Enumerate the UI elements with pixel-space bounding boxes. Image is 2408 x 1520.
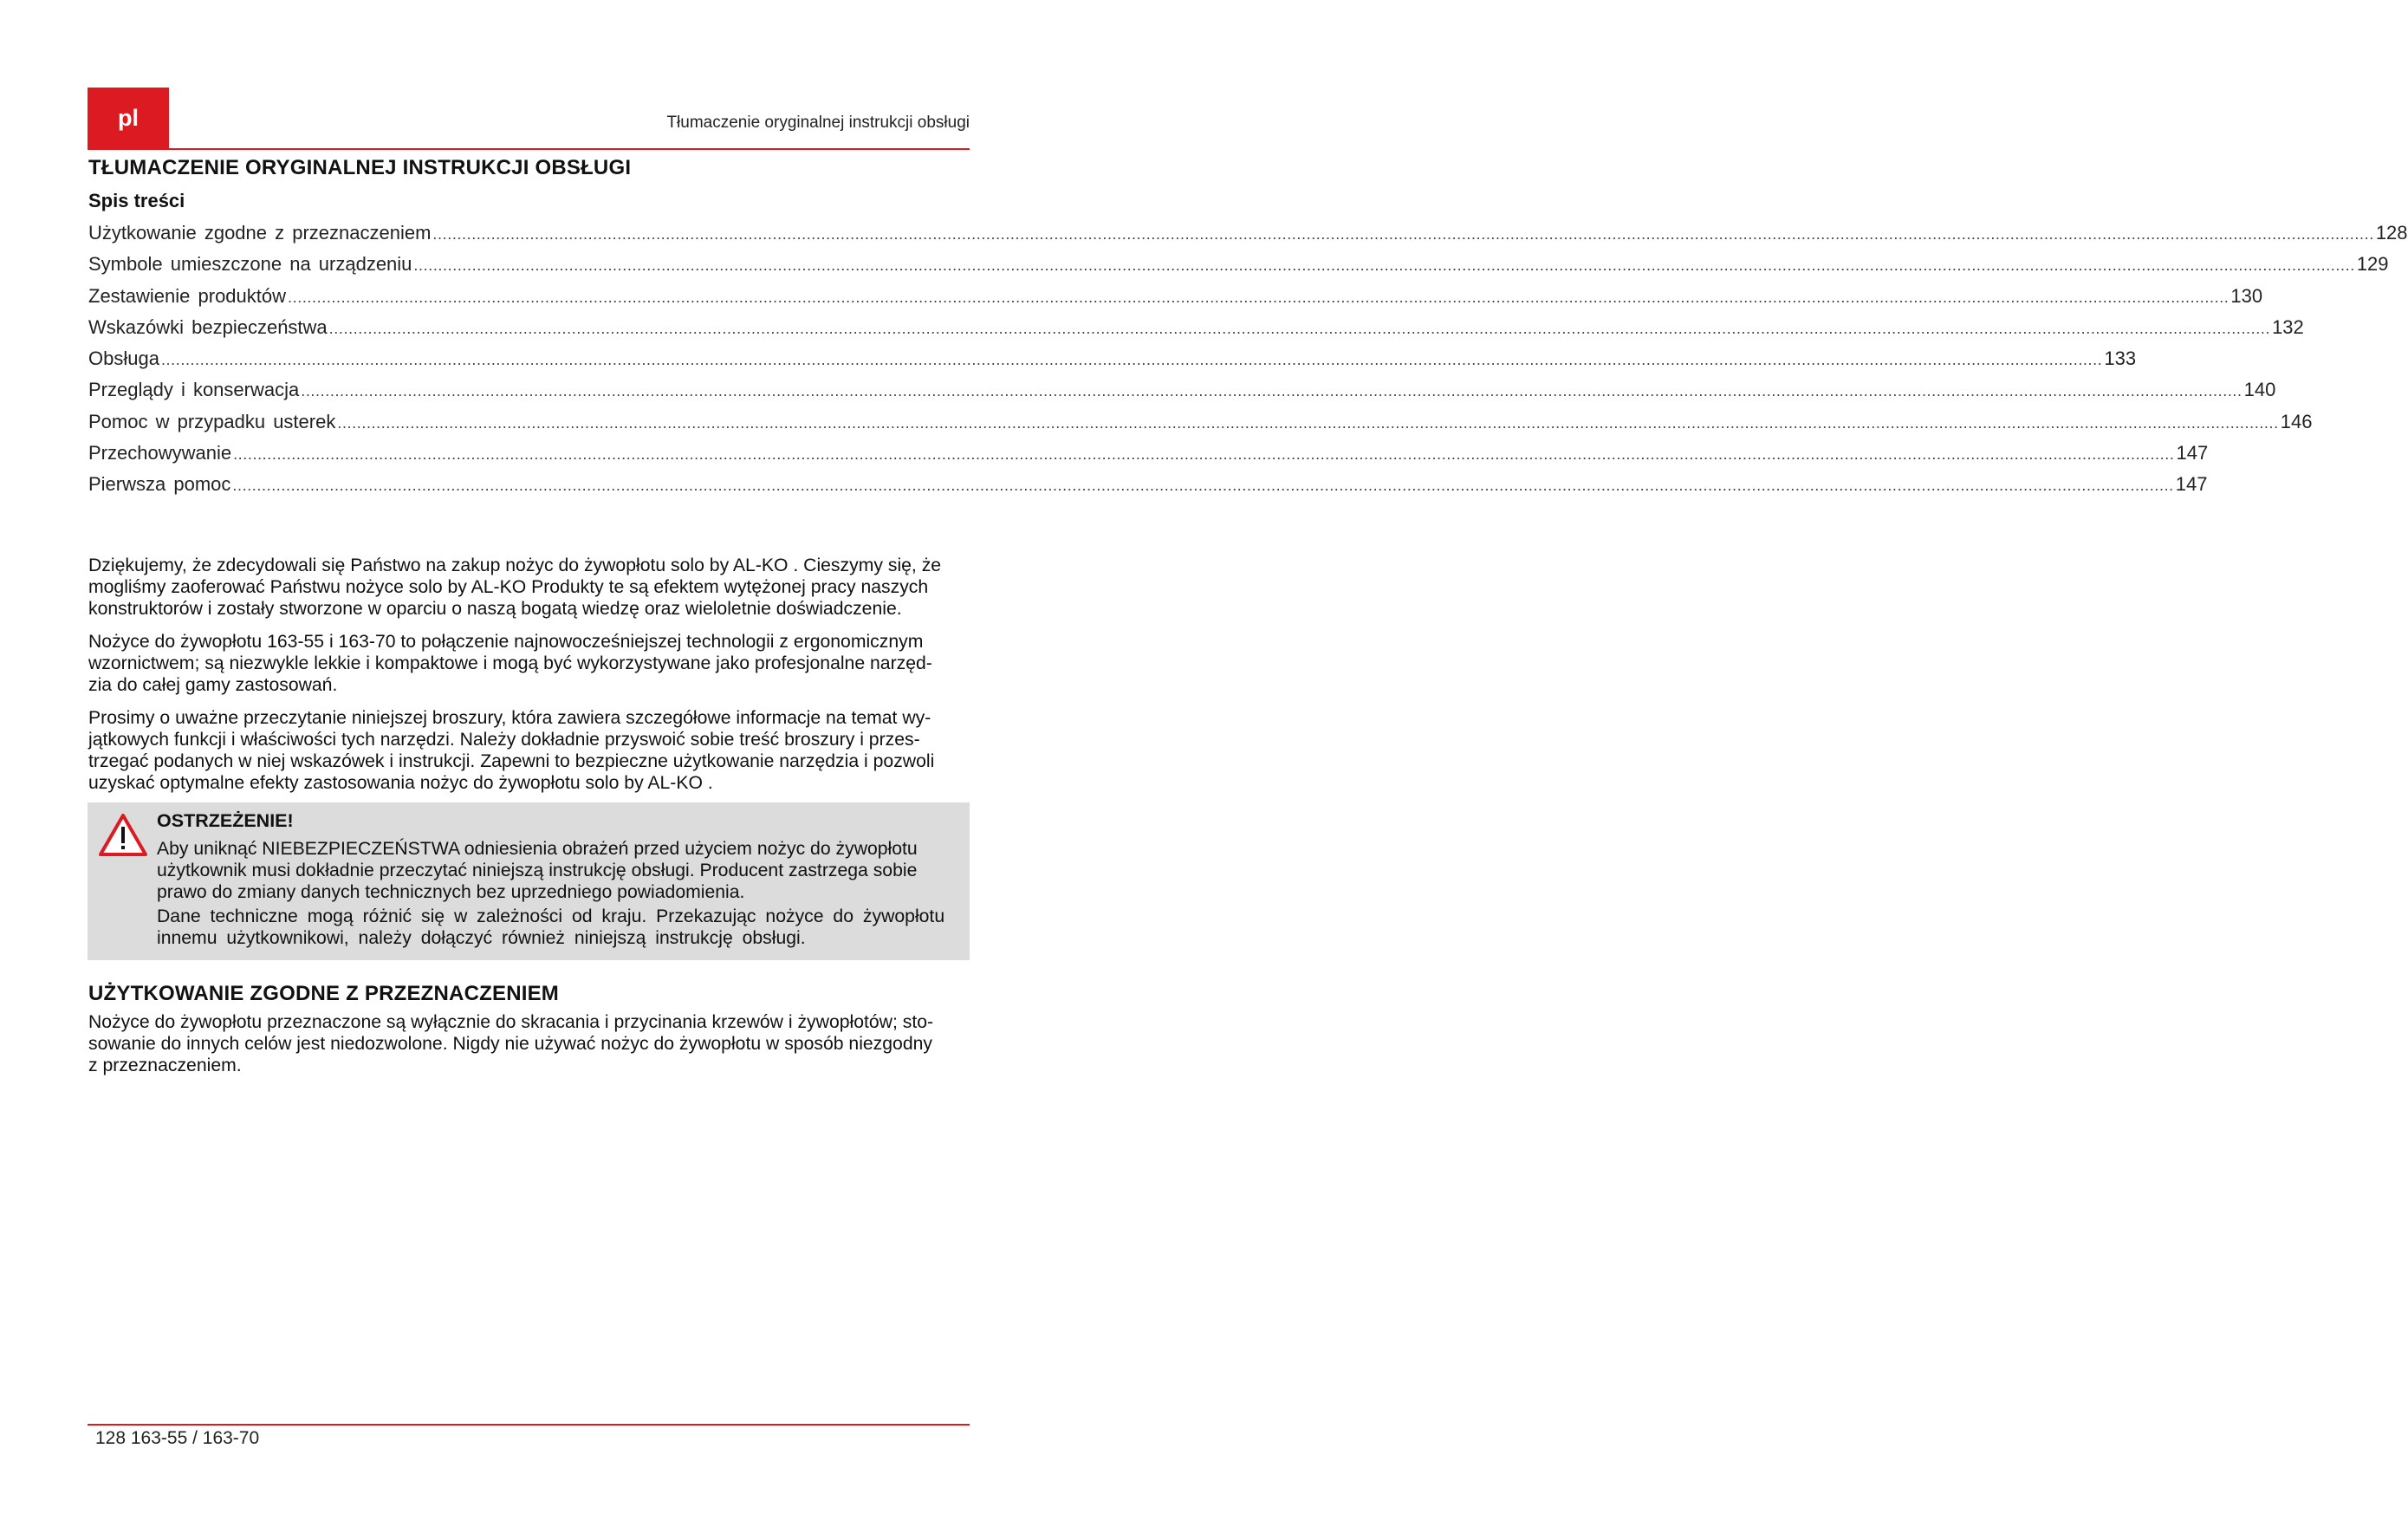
- document-title: TŁUMACZENIE ORYGINALNEJ INSTRUKCJI OBSŁUGI: [88, 156, 632, 179]
- running-header: Tłumaczenie oryginalnej instrukcji obsługi: [666, 114, 970, 132]
- warning-paragraph-2: Dane techniczne mogą różnić się w zależności od kraju. Przekazując nożyce do żywopłotu innemu użytkownikowi, należy dołączyć również niniejszą instrukcję obsługi.: [157, 906, 945, 948]
- toc-heading: Spis treści: [88, 190, 185, 211]
- footer-page-info: 128 163-55 / 163-70: [95, 1428, 260, 1448]
- warning-title: OSTRZEŻENIE!: [157, 810, 294, 831]
- language-tab: pl: [88, 88, 169, 149]
- toc-entry-page: 146: [2280, 410, 2313, 432]
- footer-rule: [88, 1424, 970, 1426]
- table-of-contents: [88, 218, 2408, 501]
- toc-entry-page: 147: [2176, 442, 2209, 464]
- toc-entry-page: 130: [2230, 284, 2263, 307]
- toc-entry[interactable]: Przeglądy i konserwacja ................................................................................................................................................................................................................................................................................................................................................................................................................ 140: [88, 374, 970, 406]
- toc-entry-label: Pomoc w przypadku usterek: [88, 410, 336, 432]
- toc-entry[interactable]: Użytkowanie zgodne z przeznaczeniem ................................................................................................................................................................................................................................................................................................................................................................................................................ 128: [88, 218, 970, 249]
- intro-paragraph-2: Nożyce do żywopłotu 163-55 i 163-70 to połączenie najnowocześniejszej technologii z ergonomicznym wzornictwem; są niezwykle lekkie i kompaktowe i mogą być wykorzystywane jako profesjonalne narzęd- zia do całej gamy zastosowań.: [88, 632, 932, 695]
- warning-paragraph-1: Aby uniknąć NIEBEZPIECZEŃSTWA odniesienia obrażeń przed użyciem nożyc do żywopłotu użytkownik musi dokładnie przeczytać niniejszą instrukcję obsługi. Producent zastrzega sobie prawo do zmiany danych technicznych bez uprzedniego powiadomienia.: [157, 839, 918, 902]
- toc-entry[interactable]: Pierwsza pomoc ................................................................................................................................................................................................................................................................................................................................................................................................................ 147: [88, 469, 970, 500]
- toc-entry[interactable]: Pomoc w przypadku usterek ................................................................................................................................................................................................................................................................................................................................................................................................................ 146: [88, 406, 970, 438]
- intro-paragraph-3: Prosimy o uważne przeczytanie niniejszej broszury, która zawiera szczegółowe informacje na temat wy- jątkowych funkcji i właściwości tych narzędzi. Należy dokładnie przyswoić sobie treść broszury i przes- trzegać podanych w niej wskazówek i instrukcji. Zapewni to bezpieczne użytkowanie narzędzia i pozwoli uzyskać optymalne efekty zastosowania nożyc do żywopłotu solo by AL-KO .: [88, 708, 935, 793]
- toc-entry-page: 133: [2104, 348, 2137, 370]
- intro-paragraph-1: Dziękujemy, że zdecydowali się Państwo na zakup nożyc do żywopłotu solo by AL-KO . Cieszymy się, że mogliśmy zaoferować Państwu nożyce solo by AL-KO Produkty te są efektem wytężonej pracy naszych konstruktorów i zostały stworzone w oparciu o naszą bogatą wiedzę oraz wieloletnie doświadczenie.: [88, 555, 942, 619]
- section-paragraph: Nożyce do żywopłotu przeznaczone są wyłącznie do skracania i przycinania krzewów i żywopłotów; sto- sowanie do innych celów jest niedozwolone. Nigdy nie używać nożyc do żywopłotu w sposób niezgodny z przeznaczeniem.: [88, 1012, 934, 1075]
- toc-entry[interactable]: Zestawienie produktów ................................................................................................................................................................................................................................................................................................................................................................................................................ 130: [88, 281, 970, 312]
- toc-entry-page: 129: [2356, 253, 2389, 276]
- toc-entry[interactable]: Symbole umieszczone na urządzeniu ................................................................................................................................................................................................................................................................................................................................................................................................................ 129: [88, 249, 970, 280]
- toc-entry-label: Przeglądy i konserwacja: [88, 379, 300, 401]
- header-rule: [88, 148, 970, 150]
- toc-entry-label: Obsługa: [88, 348, 159, 370]
- toc-entry-label: Symbole umieszczone na urządzeniu: [88, 253, 412, 276]
- section-title: UŻYTKOWANIE ZGODNE Z PRZEZNACZENIEM: [88, 982, 559, 1005]
- toc-entry[interactable]: Wskazówki bezpieczeństwa ................................................................................................................................................................................................................................................................................................................................................................................................................ 132: [88, 312, 970, 343]
- toc-entry[interactable]: Przechowywanie ................................................................................................................................................................................................................................................................................................................................................................................................................ 147: [88, 438, 970, 469]
- warning-box: [88, 802, 970, 960]
- warning-triangle-icon: [98, 813, 148, 862]
- toc-entry-page: 147: [2175, 473, 2208, 496]
- toc-entry-label: Wskazówki bezpieczeństwa: [88, 315, 328, 338]
- toc-entry-label: Pierwsza pomoc: [88, 473, 231, 496]
- toc-entry-page: 140: [2243, 379, 2276, 401]
- toc-entry-label: Użytkowanie zgodne z przeznaczeniem: [88, 222, 432, 244]
- toc-entry-page: 128: [2375, 222, 2408, 244]
- toc-entry-label: Przechowywanie: [88, 442, 232, 464]
- toc-entry[interactable]: Obsługa ................................................................................................................................................................................................................................................................................................................................................................................................................ 133: [88, 343, 970, 374]
- toc-entry-label: Zestawienie produktów: [88, 284, 287, 307]
- toc-entry-page: 132: [2272, 315, 2304, 338]
